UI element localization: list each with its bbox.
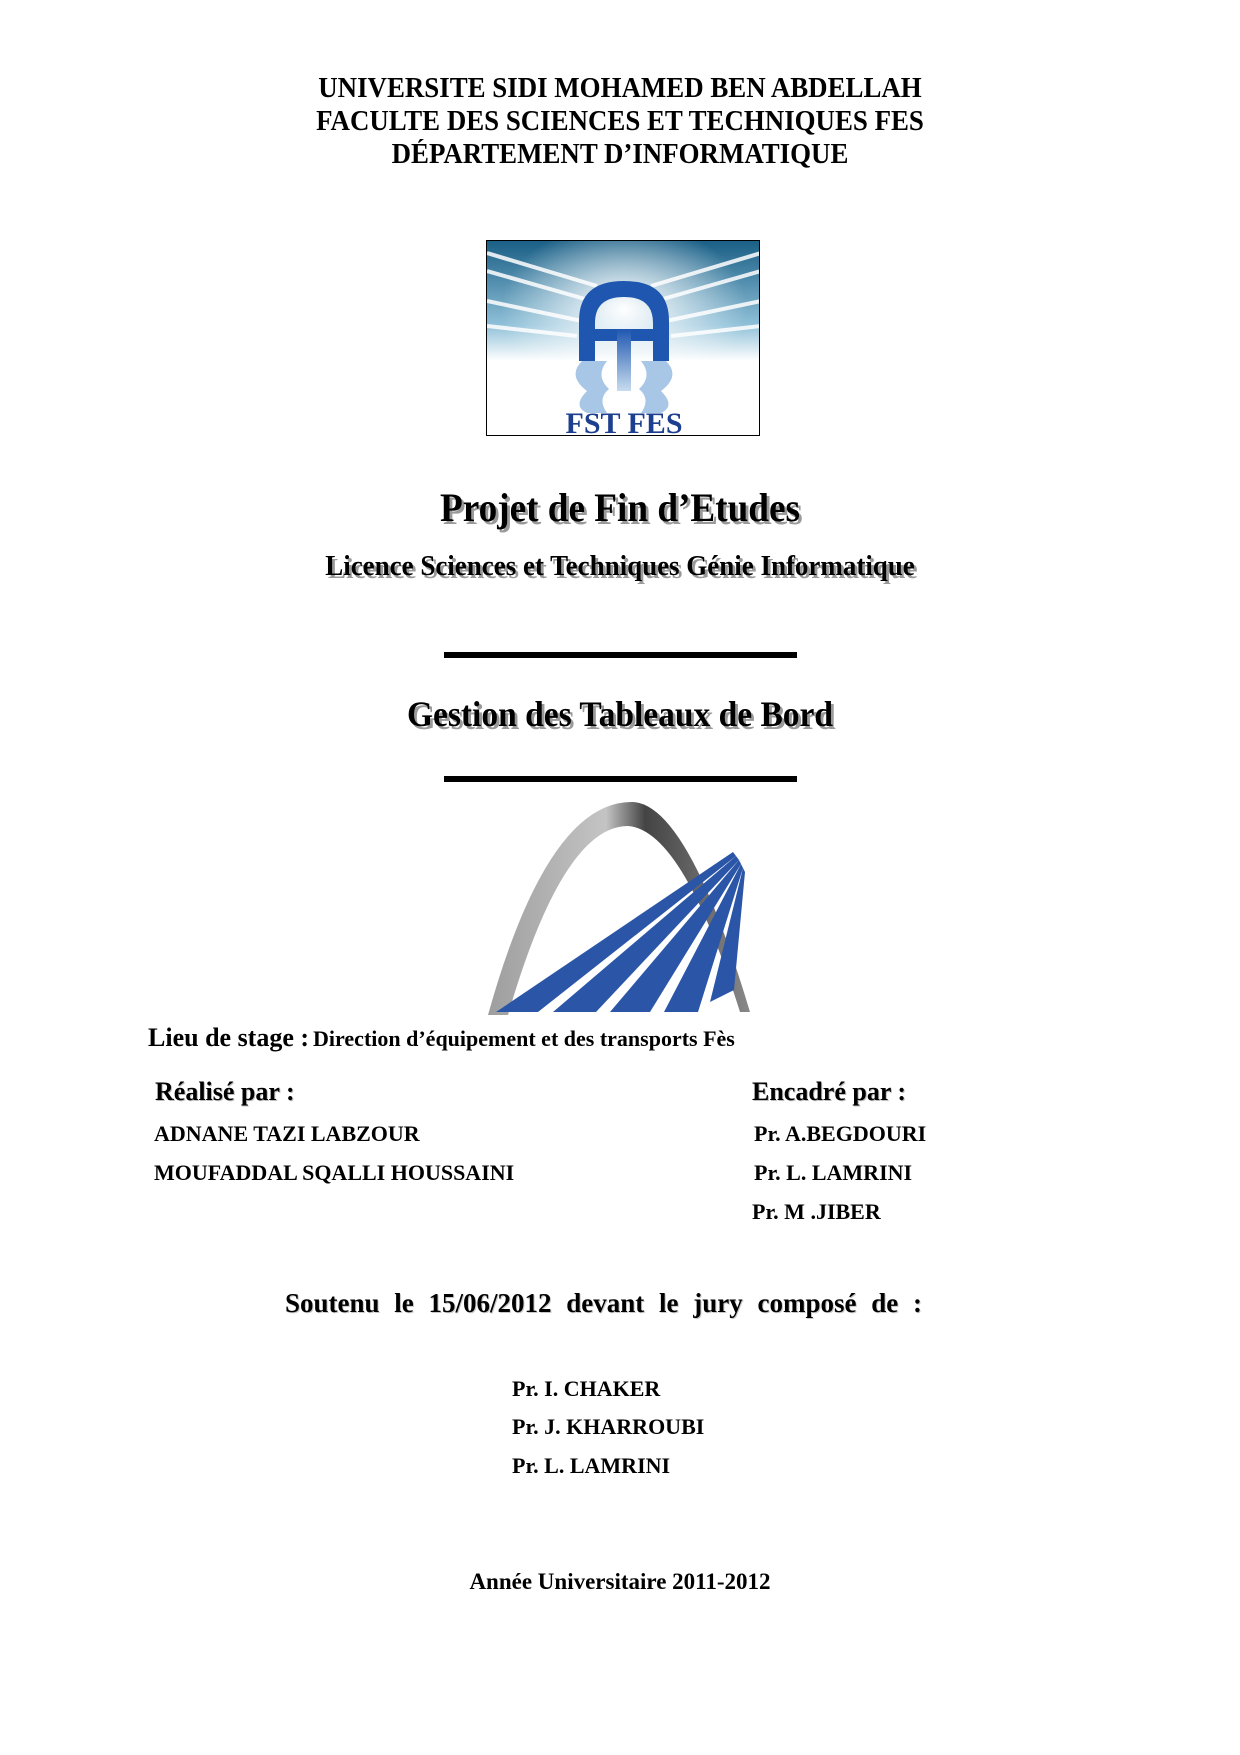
supervisor-name: Pr. L. LAMRINI (754, 1160, 913, 1185)
supervisors-label: Encadré par : (752, 1077, 907, 1106)
fst-fes-logo (486, 240, 760, 436)
supervisor-name: Pr. M .JIBER (752, 1199, 881, 1224)
internship-value: Direction d’équipement et des transports Fès (313, 1026, 735, 1051)
fst-logo-graphic-icon (487, 241, 760, 436)
university-name: UNIVERSITE SIDI MOHAMED BEN ABDELLAH (318, 73, 922, 104)
supervisor-name: Pr. A.BEGDOURI (754, 1121, 927, 1146)
svg-text:FST FES: FST FES (565, 407, 683, 436)
academic-year: Année Universitaire 2011-2012 (469, 1569, 771, 1594)
faculty-name: FACULTE DES SCIENCES ET TECHNIQUES FES (316, 106, 924, 137)
jury-member: Pr. I. CHAKER (512, 1376, 661, 1401)
author-name: MOUFADDAL SQALLI HOUSSAINI (154, 1160, 515, 1185)
jury-member: Pr. J. KHARROUBI (512, 1414, 705, 1439)
jury-member: Pr. L. LAMRINI (512, 1453, 671, 1478)
project-type-title: Projet de Fin d’Etudes (440, 485, 800, 530)
authors-label: Réalisé par : (155, 1077, 295, 1106)
bridge-arch-icon (478, 790, 760, 1020)
project-title: Gestion des Tableaux de Bord (406, 694, 834, 734)
department-name: DÉPARTEMENT D’INFORMATIQUE (391, 139, 849, 170)
degree-title: Licence Sciences et Techniques Génie Informatique (325, 550, 915, 582)
author-name: ADNANE TAZI LABZOUR (154, 1121, 420, 1146)
ministry-bridge-logo (478, 790, 760, 1020)
defense-statement: Soutenu le 15/06/2012 devant le jury composé de : (285, 1288, 922, 1318)
divider-bottom (444, 776, 797, 782)
divider-top (444, 652, 797, 658)
internship-label: Lieu de stage : (148, 1023, 310, 1052)
internship-location (148, 1023, 735, 1053)
